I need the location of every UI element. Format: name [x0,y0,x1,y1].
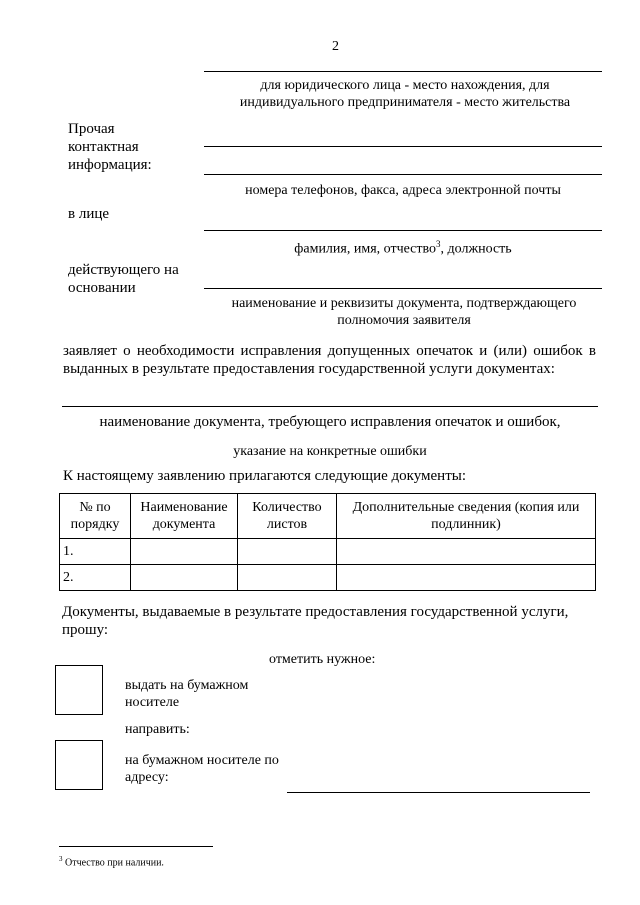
name-caption [204,236,602,258]
mark-needed-label: отметить нужное: [269,652,376,667]
acting-basis-label: действующего на основании [68,262,179,296]
cell-additional-info[interactable] [337,539,596,565]
cell-additional-info[interactable] [337,565,596,591]
footnote-separator [59,846,213,847]
contacts-line-2 [204,174,602,175]
name-line [204,230,602,231]
address-line [204,71,602,72]
attached-documents-table [59,493,596,591]
cell-sheet-count[interactable] [238,565,337,591]
document-line [62,406,598,407]
send-label: направить: [125,722,190,737]
table-row [60,539,596,565]
issued-docs-text: Документы, выдаваемые в результате предоставления государственной услуги, прошу: [62,604,569,638]
other-contacts-label: Прочая контактная информация: [68,121,152,173]
errors-caption: указание на конкретные ошибки [233,444,427,459]
row-number: 2. [60,565,131,591]
row-number: 1. [60,539,131,565]
name-caption-main: фамилия, имя, отчество [294,241,437,257]
header-additional-info: Дополнительные сведения (копия или подлинник) [337,494,596,539]
statement-text: заявляет о необходимости исправления допущенных опечаток и (или) ошибок в выданных в результате предоставления государственной услуги документах: [63,343,596,377]
address-option-checkbox[interactable] [55,740,103,790]
contacts-line-1 [204,146,602,147]
represented-by-label: в лице [68,206,110,222]
address-option-label: на бумажном носителе по адресу: [125,753,279,785]
header-number: № по порядку [60,494,131,539]
table-header-row [60,494,596,539]
footnote-ref: 3 [436,239,441,249]
authority-line [204,288,602,289]
footnote [59,853,164,869]
cell-sheet-count[interactable] [238,539,337,565]
address-input-line[interactable] [287,792,590,793]
attached-intro: К настоящему заявлению прилагаются следующие документы: [63,468,467,484]
paper-option-label: выдать на бумажном носителе [125,678,249,710]
document-caption: наименование документа, требующего исправления опечаток и ошибок, [99,414,561,430]
name-caption-tail: , должность [440,241,512,257]
table-row [60,565,596,591]
header-doc-name: Наименование документа [131,494,238,539]
footnote-mark: 3 [59,855,63,863]
authority-caption: наименование и реквизиты документа, подтверждающего полномочия заявителя [231,296,577,328]
header-sheet-count: Количество листов [238,494,337,539]
page-number: 2 [332,39,339,54]
location-caption: для юридического лица - место нахождения, для индивидуального предпринимателя - место жительства [239,78,571,110]
contacts-caption: номера телефонов, факса, адреса электронной почты [245,183,561,198]
cell-doc-name[interactable] [131,565,238,591]
footnote-text: Отчество при наличии. [62,857,164,869]
paper-option-checkbox[interactable] [55,665,103,715]
cell-doc-name[interactable] [131,539,238,565]
